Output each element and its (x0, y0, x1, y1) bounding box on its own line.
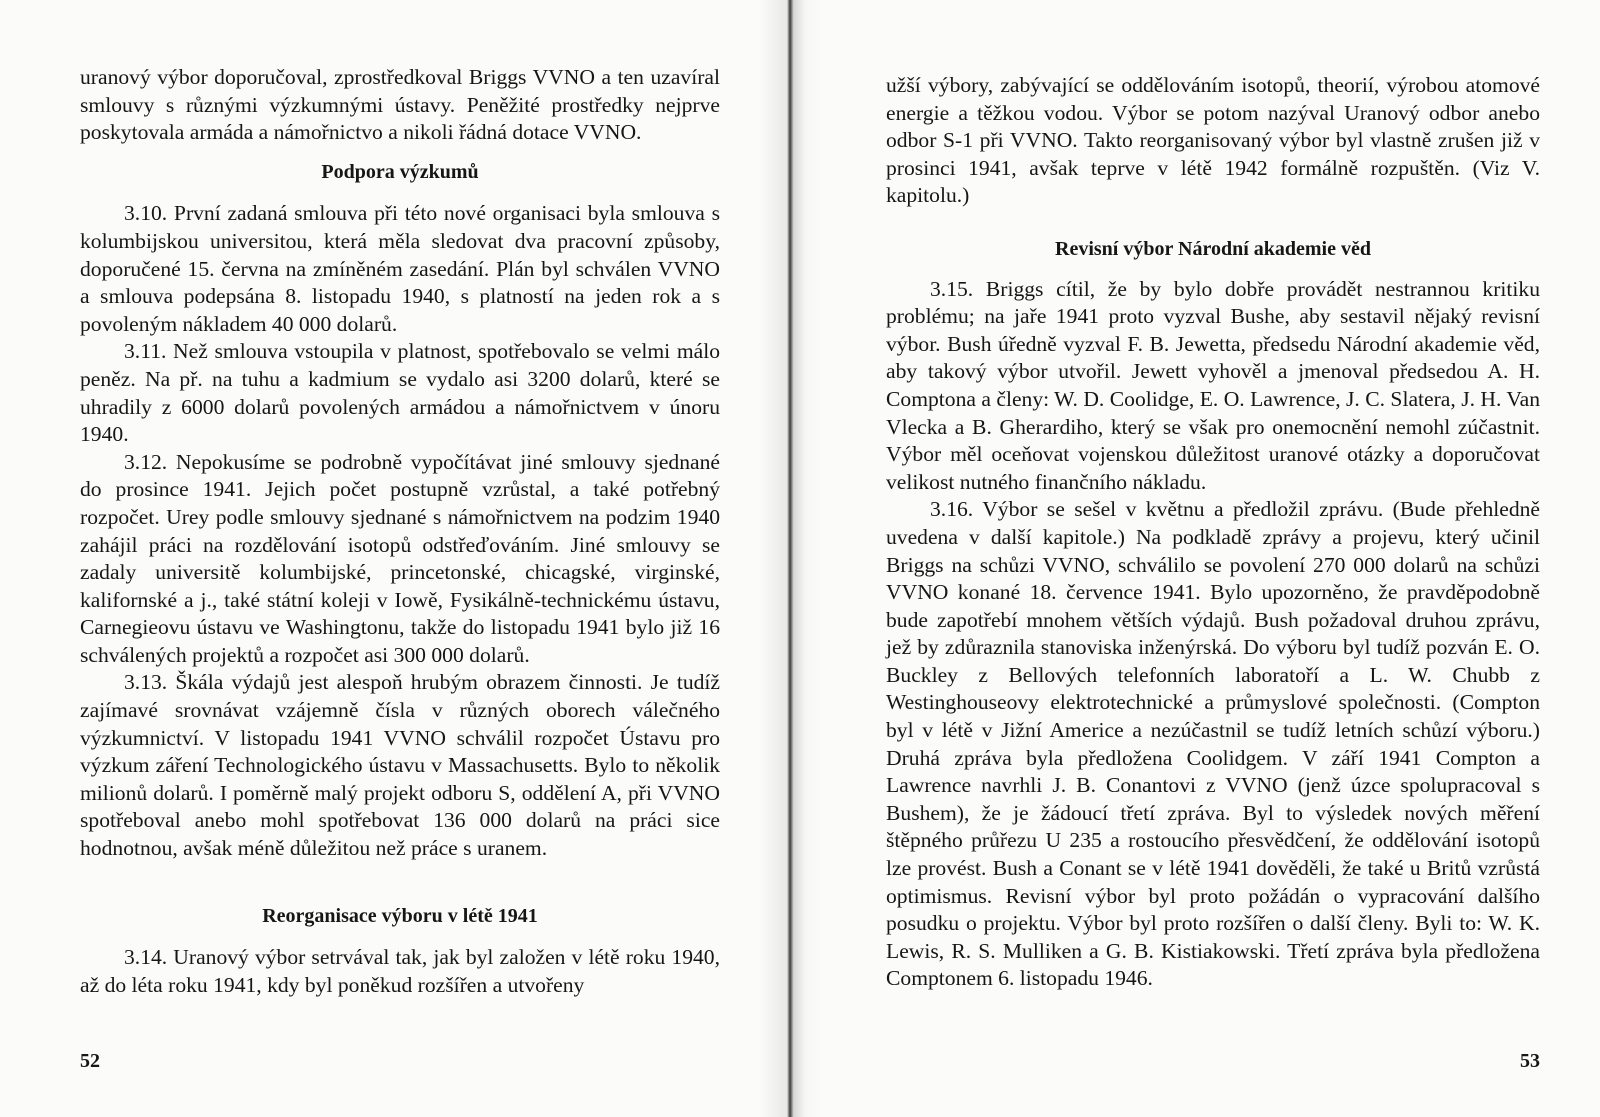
paragraph-3-12: 3.12. Nepokusíme se podrobně vypočítávat jiné smlouvy sjednané do prosince 1941. Jejich počet postupně vzrůstal, a také potřebný rozpočet. Urey podle smlouvy sjednané s námořnictvem na podzim 1940 zahájil práci na rozdělování isotopů odstřeďováním. Jiné smlouvy se zadaly universitě kolumbijské, princetonské, chicagské, virginské, kalifornské a j., také státní koleji v Iowě, Fysikálně-technickému ústavu, Carnegieovu ústavu ve Washingtonu, takže do listopadu 1941 bylo již 16 schválených projektů a rozpočet asi 300 000 dolarů. (80, 449, 720, 667)
left-page (0, 0, 760, 1117)
paragraph-continuation: uranový výbor doporučoval, zprostředkoval Briggs VVNO a ten uzavíral smlouvy s různými výzkumnými ústavy. Peněžité prostředky nejprve poskytovala armáda a námořnictvo a nikoli řádná dotace VVNO. (80, 65, 720, 145)
paragraph-3-14: 3.14. Uranový výbor setrvával tak, jak byl založen v létě roku 1940, až do léta roku 1941, kdy byl poněkud rozšířen a utvořeny (80, 945, 720, 997)
paragraph-continuation: užší výbory, zabývající se oddělováním isotopů, theorií, výrobou atomové energie a těžkou vodou. Výbor se potom nazýval Uranový odbor anebo odbor S-1 při VVNO. Takto reorganisovaný výbor byl vlastně zrušen již v prosinci 1941, avšak teprve v létě 1942 formálně rozpuštěn. (Viz V. kapitolu.) (886, 73, 1540, 208)
page-number-left: 52 (80, 1050, 100, 1072)
paragraph-3-11: 3.11. Než smlouva vstoupila v platnost, spotřebovalo se velmi málo peněz. Na př. na tuhu a kadmium se vydalo asi 3200 dolarů, které se uhradily z 6000 dolarů povolených armádou a námořnictvem v únoru 1940. (80, 339, 720, 447)
paragraph-3-15: 3.15. Briggs cítil, že by bylo dobře provádět nestrannou kritiku problému; na jaře 1941 proto vyzval Bushe, aby sestavil nějaký revisní výbor. Bush úředně vyzval F. B. Jewetta, předsedu Národní akademie věd, aby takový výbor utvořil. Jewett vyhověl a jmenoval předsedou A. H. Comptona a členy: W. D. Coolidge, E. O. Lawrence, J. C. Slatera, J. H. Van Vlecka a B. Gherardiho, který se však pro onemocnění nemohl zúčastnit. Výbor měl oceňovat vojenskou důležitost uranové otázky a doporučovat velikost nutného finančního nákladu. (886, 276, 1540, 494)
paragraph-3-13: 3.13. Škála výdajů jest alespoň hrubým obrazem činnosti. Je tudíž zajímavé srovnávat vzájemně čísla v různých oborech válečného výzkumnictví. V listopadu 1941 VVNO schválil rozpočet Ústavu pro výzkum záření Technologického ústavu v Massachusetts. Bylo to několik milionů dolarů. I poměrně malý projekt odboru S, oddělení A, při VVNO spotřeboval anebo mohl spotřebovat 136 000 dolarů na práci sice hodnotnou, avšak méně důležitou než práce s uranem. (80, 670, 720, 861)
book-gutter (760, 0, 820, 1117)
section-heading-reorganisace: Reorganisace výboru v létě 1941 (262, 904, 538, 927)
paragraph-3-10: 3.10. První zadaná smlouva při této nové organisaci byla smlouva s kolumbijskou universitou, která měla sledovat dva pracovní způsoby, doporučené 15. června na zmíněném zasedání. Plán byl schválen VVNO a smlouva podepsána 8. listopadu 1940, s platností na jeden rok a s povoleným nákladem 40 000 dolarů. (80, 201, 720, 336)
paragraph-3-16: 3.16. Výbor se sešel v květnu a předložil zprávu. (Bude přehledně uvedena v další kapitole.) Na podkladě zprávy a projevu, který učinil Briggs na schůzi VVNO, schválilo se povolení 270 000 dolarů na schůzi VVNO konané 18. července 1941. Bylo upozorněno, že pravděpodobně bude zapotřebí mnohem větších výdajů. Bush požadoval druhou zprávu, jež by zdůraznila stanoviska inženýrská. Do výboru byl tudíž pozván E. O. Buckley z Bellových telefonních laboratoří a L. W. Chubb z Westinghouseovy elektrotechnické a průmyslové společnosti. (Compton byl v létě v Jižní Americe a nezúčastnil se tudíž letních schůzí výboru.) Druhá zpráva byla předložena Coolidgem. V září 1941 Compton a Lawrence navrhli J. B. Conantovi z VVNO (jenž úzce spolupracoval s Bushem), že je žádoucí třetí zpráva. Byl to výsledek nových měření štěpného průřezu U 235 a rostoucího přesvědčení, že oddělování isotopů lze provést. Bush a Conant se v létě 1941 dověděli, že také u Britů vzrůstá optimismus. Revisní výbor byl proto požádán o vypracování dalšího posudku o projektu. Výbor byl proto rozšířen o další členy. Byli to: W. K. Lewis, R. S. Mulliken a G. B. Kistiakowski. Třetí zpráva byla předložena Comptonem 6. listopadu 1946. (886, 497, 1540, 991)
section-heading-revisni-vybor: Revisní výbor Národní akademie věd (1055, 237, 1371, 260)
right-page (820, 0, 1600, 1117)
section-heading-podpora-vyzkumu: Podpora výzkumů (321, 160, 479, 183)
page-number-right: 53 (1520, 1050, 1540, 1072)
